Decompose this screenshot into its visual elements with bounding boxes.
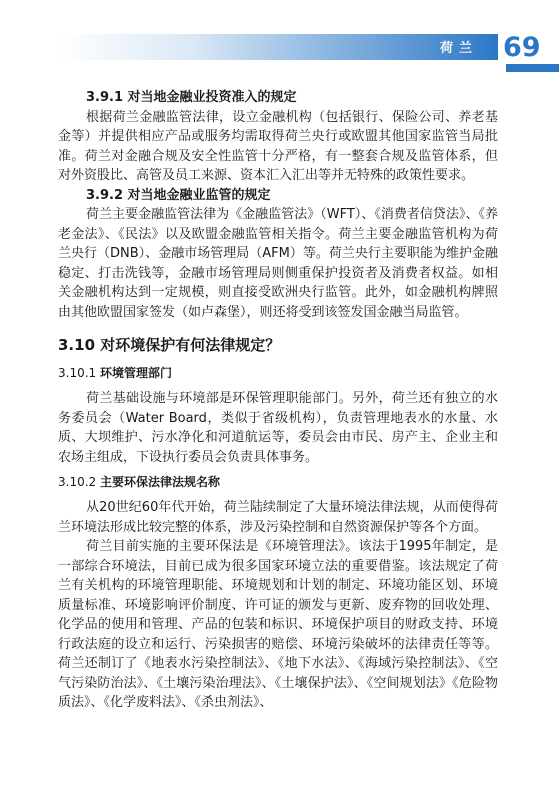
paragraph-3-10-1: 荷兰基础设施与环境部是环保管理职能部门。另外，荷兰还有独立的水务委员会（Water Board，类似于省级机构），负责管理地表水的水量、水质、大坝维护、污水净化和河道航运等，委员会由市民、房产主、企业主和农场主组成，下设执行委员会负责具体事务。 [58, 391, 498, 465]
page-header [0, 34, 559, 84]
header-gradient-bar [58, 34, 498, 60]
subsection-number: 3.10.1 [58, 366, 97, 380]
subsection-heading-3-9-1: 3.9.1 对当地金融业投资准入的规定 [86, 90, 297, 105]
paragraph-3-9-1: 根据荷兰金融监管法律，设立金融机构（包括银行、保险公司、养老基金等）并提供相应产品或服务均需取得荷兰央行或欧盟其他国家监管当局批准。荷兰对金融合规及安全性监管十分严格，有一整套合规及监管体系，但对外资股比、高管及员工来源、资本汇入汇出等并无特殊的政策性要求。 [58, 109, 498, 183]
subsection-number: 3.10.2 [58, 475, 97, 489]
subsection-heading-3-9-2: 3.9.2 对当地金融业监管的规定 [86, 187, 271, 203]
subsection-title: 主要环保法律法规名称 [100, 475, 221, 489]
section-heading-3-10: 3.10 对环境保护有何法律规定？ [58, 336, 281, 354]
paragraph-3-10-2-a: 从20世纪60年代开始，荷兰陆续制定了大量环境法律法规，从而使得荷兰环境法形成比较完整的体系，涉及污染控制和自然资源保护等各个方面。 [58, 500, 498, 535]
header-country: 荷兰 [440, 41, 479, 56]
subsection-heading-3-10-1 [58, 364, 498, 383]
page-number: 69 [503, 32, 541, 63]
subsection-heading-3-10-2 [58, 473, 498, 492]
subsection-title: 环境管理部门 [100, 366, 173, 380]
header-tab-bar [506, 64, 559, 72]
paragraph-3-10-2-b: 荷兰目前实施的主要环保法是《环境管理法》。该法于1995年制定，是一部综合环境法，目前已成为很多国家环境立法的重要借鉴。该法规定了荷兰有关机构的环境管理职能、环境规划和计划的制定、环境功能区划、环境质量标准、环境影响评价制度、许可证的颁发与更新、废弃物的回收处理、化学品的使用和管理、产品的包装和标识、环境保护项目的财政支持、环境行政法庭的设立和运行、污染损害的赔偿、环境污染破坏的法律责任等等。荷兰还制订了《地表水污染控制法》、《地下水法》、《海域污染控制法》、《空气污染防治法》、《土壤污染治理法》、《土壤保护法》、《空间规划法》《危险物质法》、《化学废料法》、《杀虫剂法》、 [58, 539, 498, 710]
page-content [58, 88, 498, 713]
paragraph-3-9-2: 荷兰主要金融监管法律为《金融监管法》（WFT）、《消费者信贷法》、《养老金法》、《民法》以及欧盟金融监管相关指令。荷兰主要金融监管机构为荷兰央行（DNB）、金融市场管理局（AFM）等。荷兰央行主要职能为维护金融稳定、打击洗钱等，金融市场管理局则侧重保护投资者及消费者权益。如相关金融机构达到一定规模，则直接受欧洲央行监管。此外，如金融机构牌照由其他欧盟国家签发（如卢森堡），则还将受到该签发国金融当局监管。 [58, 207, 498, 320]
